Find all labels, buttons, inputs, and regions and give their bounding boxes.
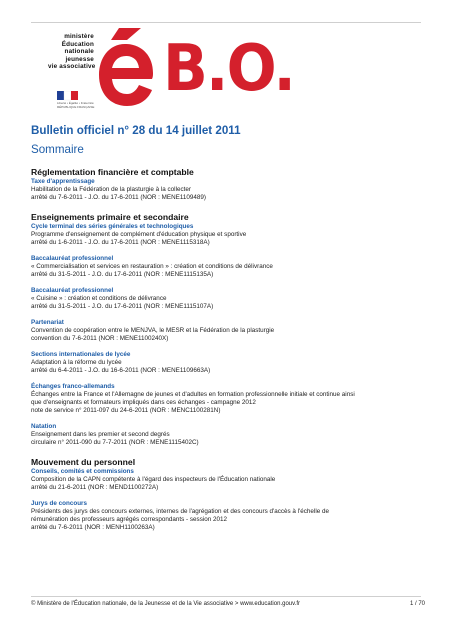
entry-line: rémunération des professeurs agrégés correspondants - session 2012 [31, 516, 228, 523]
entry-category[interactable]: Baccalauréat professionnel [31, 255, 114, 262]
entry-line: que d'enseignants et formateurs impliqués dans ces échanges - campagne 2012 [31, 399, 256, 406]
entry-line: « Commercialisation et services en restauration » : création et conditions de délivrance [31, 263, 273, 270]
footer-divider [31, 596, 421, 597]
summary-content [31, 124, 426, 532]
ministry-line: Éducation [61, 40, 94, 48]
section-heading: Mouvement du personnel [31, 457, 136, 467]
entry-line: note de service n° 2011-097 du 24-6-2011 (NOR : MENC1100281N) [31, 407, 221, 414]
entry-line: circulaire n° 2011-090 du 7-7-2011 (NOR : MENE1115402C) [31, 439, 199, 446]
entry-line: Composition de la CAPN compétente à l'égard des inspecteurs de l'Éducation nationale [31, 476, 276, 483]
summary-entry[interactable] [31, 351, 426, 375]
summary-entry[interactable] [31, 287, 426, 311]
bo-logo: B.O. [163, 32, 295, 106]
summary-entry[interactable] [31, 319, 426, 343]
entry-line: convention du 7-6-2011 (NOR : MENE1100240X) [31, 335, 169, 342]
entry-category[interactable]: Baccalauréat professionnel [31, 287, 114, 294]
entry-line: Échanges entre la France et l'Allemagne de jeunes et d'adultes en formation professionnelle initiale et continue ainsi [31, 391, 355, 398]
summary-entry[interactable] [31, 255, 426, 279]
entry-line: arrêté du 7-6-2011 - J.O. du 17-6-2011 (NOR : MENE1109489) [31, 194, 206, 201]
flag-caption: Liberté • Égalité • Fraternité RÉPUBLIQUE FRANÇAISE [57, 101, 95, 109]
summary-entry[interactable] [31, 178, 426, 202]
entry-line: Programme d'enseignement de complément d'éducation physique et sportive [31, 231, 247, 238]
entry-category[interactable]: Sections internationales de lycée [31, 351, 131, 358]
page-number: 1 / 70 [409, 601, 425, 607]
entry-line: arrêté du 21-6-2011 (NOR : MEND1100272A) [31, 484, 159, 491]
entry-line: arrêté du 31-5-2011 - J.O. du 17-6-2011 (NOR : MENE1115107A) [31, 303, 214, 310]
section-heading: Réglementation financière et comptable [31, 167, 194, 177]
summary-entry[interactable] [31, 423, 426, 447]
entry-line: arrêté du 31-5-2011 - J.O. du 17-6-2011 (NOR : MENE1115135A) [31, 271, 214, 278]
entry-line: « Cuisine » : création et conditions de délivrance [31, 295, 167, 302]
entry-line: arrêté du 1-6-2011 - J.O. du 17-6-2011 (NOR : MENE1115318A) [31, 239, 210, 246]
summary-entry[interactable] [31, 223, 426, 247]
ministry-line: nationale [64, 48, 94, 56]
entry-line: Habilitation de la Fédération de la plasturgie à la collecter [31, 186, 191, 193]
summary-entry[interactable] [31, 383, 426, 415]
summary-entry[interactable] [31, 468, 426, 492]
entry-line: Convention de coopération entre le MENJVA, le MESR et la Fédération de la plasturgie [31, 327, 275, 334]
entry-line: Enseignement dans les premier et second degrés [31, 431, 170, 438]
entry-category[interactable]: Échanges franco-allemands [31, 383, 115, 390]
footer-copyright[interactable]: © Ministère de l'Éducation nationale, de la Jeunesse et de la Vie associative > www.education.gouv.fr [31, 601, 301, 607]
entry-category[interactable]: Jurys de concours [31, 500, 87, 507]
entry-category[interactable]: Conseils, comités et commissions [31, 468, 134, 475]
section-heading: Enseignements primaire et secondaire [31, 212, 189, 222]
entry-line: Adaptation à la réforme du lycée [31, 359, 122, 366]
ministry-line: jeunesse [65, 55, 94, 63]
e-accent-logo-icon [97, 28, 153, 108]
entry-line: arrêté du 6-4-2011 - J.O. du 16-6-2011 (NOR : MENE1109663A) [31, 367, 211, 374]
entry-category[interactable]: Natation [31, 423, 57, 430]
ministry-wordmark [48, 33, 94, 71]
summary-heading: Sommaire [31, 143, 84, 156]
entry-line: arrêté du 7-6-2011 (NOR : MENH1100263A) [31, 524, 155, 531]
page-title: Bulletin officiel n° 28 du 14 juillet 2011 [31, 124, 241, 137]
entry-category[interactable]: Cycle terminal des séries générales et technologiques [31, 223, 194, 230]
entry-category[interactable]: Partenariat [31, 319, 64, 326]
ministry-line: vie associative [48, 63, 96, 71]
summary-entry[interactable] [31, 500, 426, 532]
entry-category[interactable]: Taxe d'apprentissage [31, 178, 95, 185]
entry-line: Présidents des jurys des concours externes, internes de l'agrégation et des concours d'accès à l'échelle de [31, 508, 329, 515]
ministry-line: ministère [64, 33, 94, 40]
top-divider [31, 22, 421, 23]
